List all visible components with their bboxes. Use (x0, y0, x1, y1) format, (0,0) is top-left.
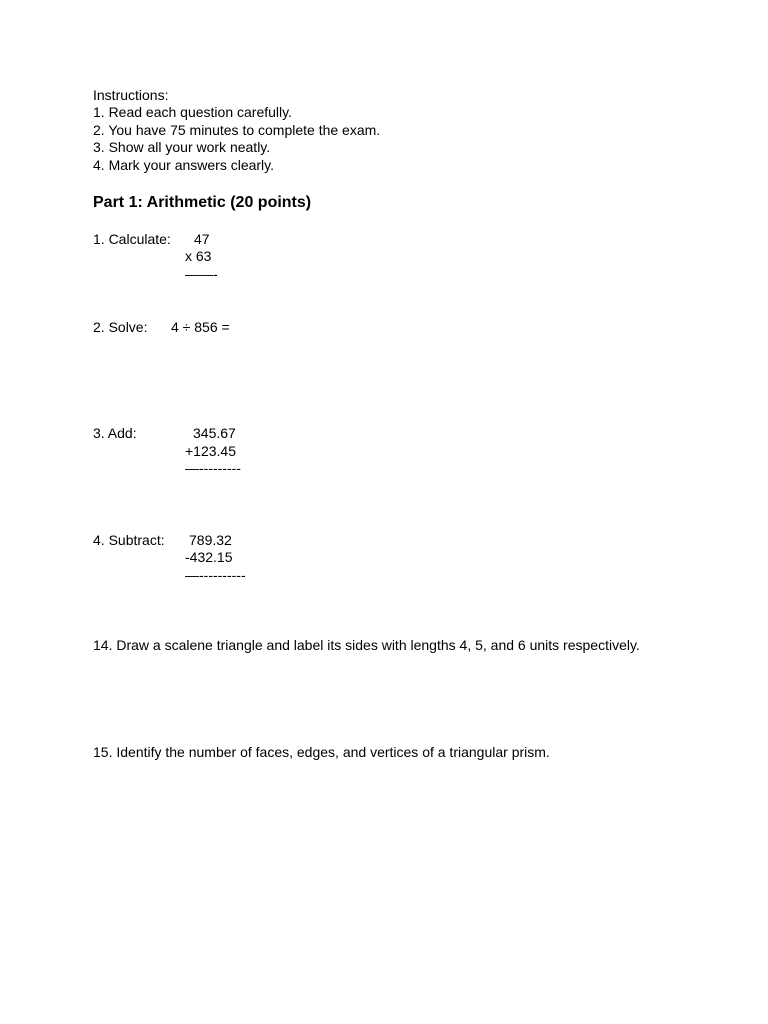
q4-label: 4. Subtract: (93, 532, 165, 548)
q2-label: 2. Solve: (93, 319, 148, 335)
q3-operand: +123.45 (185, 443, 236, 459)
part1-heading: Part 1: Arithmetic (20 points) (93, 194, 312, 211)
q14-text: 14. Draw a scalene triangle and label its sides with lengths 4, 5, and 6 units respectively. (93, 637, 640, 653)
instruction-item-4: 4. Mark your answers clearly. (93, 157, 275, 173)
q4-rule: —---------- (185, 567, 246, 583)
q1-label: 1. Calculate: (93, 231, 171, 247)
q1-top-number: 47 (194, 231, 210, 247)
q3-top-number: 345.67 (193, 425, 236, 441)
q1-rule: ——- (185, 266, 218, 282)
q3-label: 3. Add: (93, 425, 137, 441)
instruction-item-3: 3. Show all your work neatly. (93, 139, 271, 155)
instruction-item-1: 1. Read each question carefully. (93, 104, 292, 120)
q15-text: 15. Identify the number of faces, edges, and vertices of a triangular prism. (93, 744, 550, 760)
instructions-title: Instructions: (93, 87, 169, 103)
instruction-item-2: 2. You have 75 minutes to complete the exam. (93, 122, 381, 138)
q2-expression: 4 ÷ 856 = (171, 319, 230, 335)
q3-rule: —--------- (185, 460, 241, 476)
q4-top-number: 789.32 (189, 532, 232, 548)
q4-operand: -432.15 (185, 549, 233, 565)
q1-operand: x 63 (185, 248, 212, 264)
